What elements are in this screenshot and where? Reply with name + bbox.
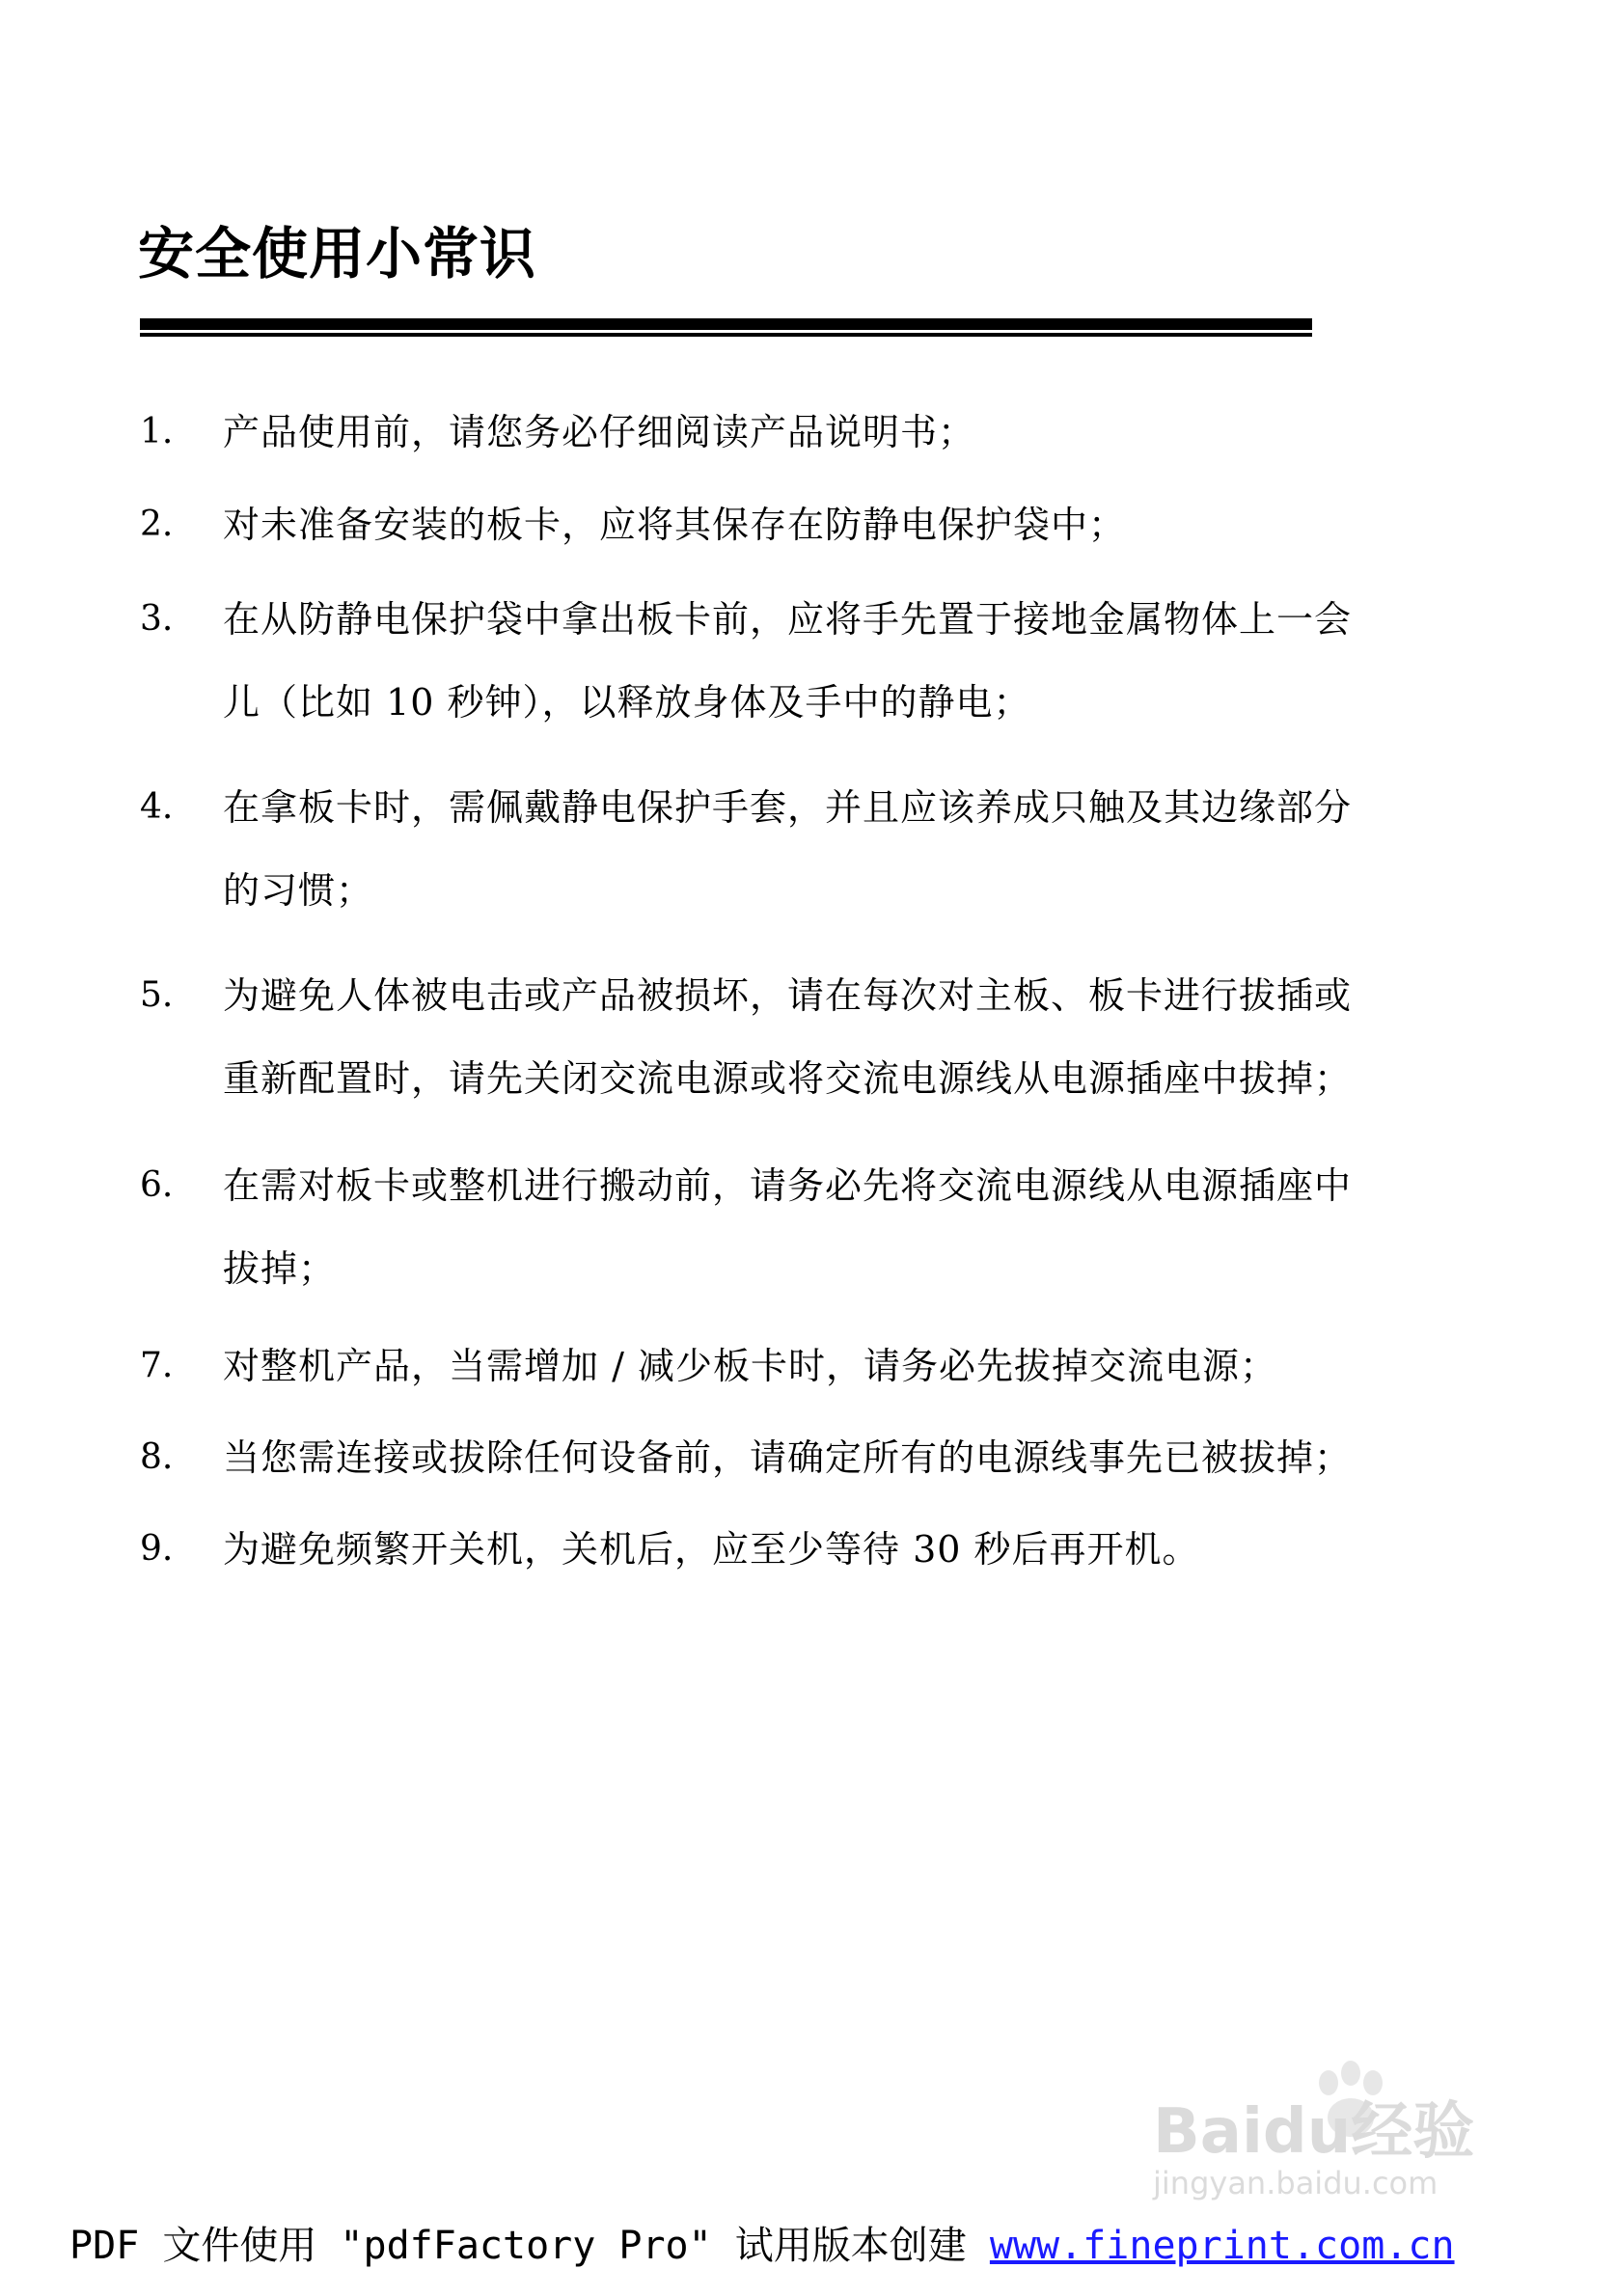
item-text: 产品使用前，请您务必仔细阅读产品说明书； (223, 411, 976, 453)
list-item (140, 577, 1433, 747)
item-text-line: 重新配置时，请先关闭交流电源或将交流电源线从电源插座中拔掉； (223, 1057, 1353, 1100)
item-number: 7. (140, 1346, 174, 1385)
item-text-line: 在需对板卡或整机进行搬动前，请务必先将交流电源线从电源插座中 (223, 1164, 1353, 1207)
item-text-line: 为避免人体被电击或产品被损坏，请在每次对主板、板卡进行拔插或 (223, 974, 1353, 1017)
item-number: 3. (140, 599, 174, 639)
item-number: 6. (140, 1165, 174, 1205)
item-number: 2. (140, 505, 174, 544)
list-item (140, 1143, 1433, 1313)
item-number: 4. (140, 787, 174, 827)
pdf-footer (69, 2219, 1455, 2273)
list-item (140, 1324, 1433, 1408)
item-text: 为避免频繁开关机，关机后，应至少等待 30 秒后再开机。 (223, 1528, 1200, 1571)
watermark-text: Baidu经验 (1153, 2096, 1475, 2168)
item-number: 1. (140, 412, 174, 451)
list-item (140, 482, 1433, 567)
item-number: 9. (140, 1529, 174, 1569)
item-text-line: 拔掉； (223, 1247, 337, 1290)
watermark-subtext: jingyan.baidu.com (1153, 2165, 1439, 2201)
list-item (140, 953, 1433, 1123)
list-item (140, 390, 1433, 475)
item-text: 对整机产品，当需增加 / 减少板卡时，请务必先拔掉交流电源； (223, 1345, 1277, 1387)
item-text-line: 儿（比如 10 秒钟），以释放身体及手中的静电； (223, 681, 1031, 724)
item-number: 8. (140, 1437, 174, 1477)
baidu-jingyan-watermark (1153, 2060, 1539, 2214)
item-text-line: 的习惯； (223, 869, 374, 912)
footer-link[interactable]: www.fineprint.com.cn (989, 2224, 1455, 2268)
item-text: 对未准备安装的板卡，应将其保存在防静电保护袋中； (223, 504, 1127, 546)
item-text-line: 在从防静电保护袋中拿出板卡前，应将手先置于接地金属物体上一会 (223, 598, 1353, 641)
item-text-line: 在拿板卡时，需佩戴静电保护手套，并且应该养成只触及其边缘部分 (223, 786, 1353, 829)
list-item (140, 1415, 1433, 1500)
item-number: 5. (140, 975, 174, 1015)
list-item (140, 765, 1433, 935)
footer-text: PDF 文件使用 "pdfFactory Pro" 试用版本创建 (69, 2224, 990, 2268)
item-text: 当您需连接或拔除任何设备前，请确定所有的电源线事先已被拔掉； (223, 1436, 1353, 1479)
page-title: 安全使用小常识 (138, 221, 537, 287)
list-item (140, 1507, 1433, 1592)
